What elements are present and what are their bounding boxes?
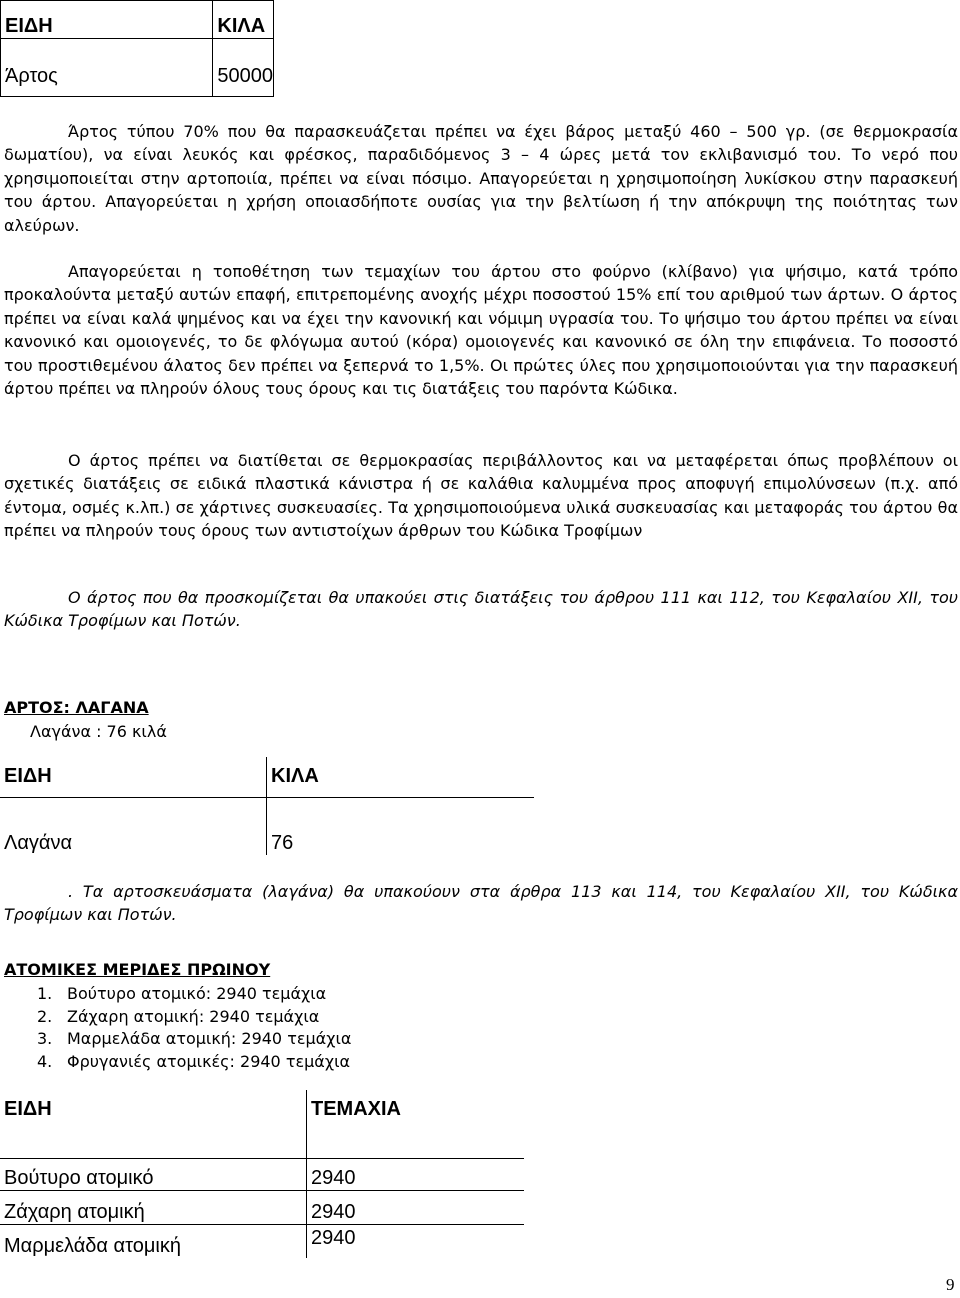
bread-quantity-table — [0, 0, 274, 97]
table-header-cell: ΚΙΛΑ — [267, 757, 535, 797]
breakfast-quantity-table — [0, 1090, 524, 1258]
table-header-cell: ΕΙΔΗ — [1, 1, 213, 39]
breakfast-items-list — [37, 983, 351, 1074]
table-cell: 2940 — [307, 1190, 525, 1224]
table-header-cell: ΤΕΜΑΧΙΑ — [307, 1090, 525, 1158]
bread-specification-paragraph: Άρτος τύπου 70% που θα παρασκευάζεται πρέπει να έχει βάρος μεταξύ 460 – 500 γρ. (σε θερμοκρασία δωματίου), να είναι λευκός και φρέσκος, παραδιδόμενος 3 – 4 ώρες μετά τον εκλιβανισμό του. Το νερό που χρησιμοποιείται στην αρτοποιία, πρέπει να είναι πόσιμο. Απαγορεύεται η χρησιμοποίηση λυκίσκου στην παρασκευή του άρτου. Απαγορεύεται η χρήση οποιασδήποτε ουσίας για την βελτίωση ή την απόκρυψη της ποιότητας των αλεύρων. — [4, 122, 958, 235]
list-item-number: 4. — [37, 1052, 53, 1072]
list-item — [37, 1051, 351, 1074]
lagana-quantity-table — [0, 757, 534, 855]
table-header-cell: ΚΙΛΑ — [213, 1, 274, 39]
table-cell: 2940 — [307, 1158, 525, 1190]
table-header-row — [1, 1, 274, 39]
page-number: 9 — [946, 1275, 955, 1294]
baking-rules-paragraph: Απαγορεύεται η τοποθέτηση των τεμαχίων του άρτου στο φούρνο (κλίβανο) για ψήσιμο, κατά τρόπο προκαλούντα μεταξύ αυτών επαφή, επιτρεπομένης ανοχής μέχρι ποσοστού 15% επί του αριθμού των άρτων. Ο άρτος πρέπει να είναι καλά ψημένος και να έχει την κανονική και νόμιμη υγρασία του. Το ψήσιμο του άρτου πρέπει να είναι κανονικό και ομοιογενές, το δε φλόγωμα αυτού (κόρα) ομοιογενές και κανονικό σε όλη την επιφάνεια. Το ποσοστό του προστιθεμένου άλατος δεν πρέπει να ξεπερνά το 1,5%. Οι πρώτες ύλες που χρησιμοποιούνται για την παρασκευή άρτου πρέπει να πληρούν όλους τους όρους και τις διατάξεις του παρόντα Κώδικα. — [4, 262, 958, 399]
list-item-number: 3. — [37, 1029, 53, 1049]
list-item-text: Φρυγανιές ατομικές: 2940 τεμάχια — [67, 1052, 351, 1072]
lagana-legal-note: . Τα αρτοσκευάσματα (λαγάνα) θα υπακούουν στα άρθρα 113 και 114, του Κεφαλαίου XII, του Κώδικα Τροφίμων και Ποτών. — [4, 882, 958, 925]
breakfast-heading: ΑΤΟΜΙΚΕΣ ΜΕΡΙΔΕΣ ΠΡΩΙΝΟΥ — [4, 960, 271, 979]
table-cell: 76 — [267, 797, 535, 855]
table-cell: Λαγάνα — [0, 797, 267, 855]
list-item-text: Βούτυρο ατομικό: 2940 τεμάχια — [67, 984, 327, 1003]
table-row — [0, 1190, 524, 1224]
table-row — [0, 797, 534, 855]
lagana-quantity-line: Λαγάνα : 76 κιλά — [30, 722, 167, 741]
table-row — [0, 1158, 524, 1190]
list-item — [37, 1028, 351, 1051]
transport-paragraph: Ο άρτος πρέπει να διατίθεται σε θερμοκρασίας περιβάλλοντος και να μεταφέρεται όπως προβλέπουν οι σχετικές διατάξεις σε ειδικά πλαστικά κάνιστρα ή σε καλάθια καλυμμένα προς αποφυγή επιμολύνσεων (π.χ. από έντομα, οσμές κ.λπ.) σε χάρτινες συσκευασίες. Τα χρησιμοποιούμενα υλικά συσκευασίας και μεταφοράς του άρτου θα πρέπει να πληρούν τους όρους των αντιστοίχων άρθρων του Κώδικα Τροφίμων — [4, 451, 958, 541]
table-row — [1, 39, 274, 97]
table-header-cell: ΕΙΔΗ — [0, 757, 267, 797]
table-header-row — [0, 1090, 524, 1158]
table-cell: Ζάχαρη ατομική — [0, 1190, 307, 1224]
table-cell: Άρτος — [1, 39, 213, 97]
table-cell: Μαρμελάδα ατομική — [0, 1224, 307, 1258]
list-item — [37, 1006, 351, 1029]
legal-reference-paragraph: Ο άρτος που θα προσκομίζεται θα υπακούει στις διατάξεις του άρθρου 111 και 112, του Κεφαλαίου XII, του Κώδικα Τροφίμων και Ποτών. — [4, 588, 958, 631]
table-cell: 2940 — [307, 1224, 525, 1258]
list-item — [37, 983, 351, 1006]
table-header-cell: ΕΙΔΗ — [0, 1090, 307, 1158]
table-header-row — [0, 757, 534, 797]
table-cell: 50000 — [213, 39, 274, 97]
lagana-heading: ΑΡΤΟΣ: ΛΑΓΑΝΑ — [4, 698, 149, 717]
table-cell: Βούτυρο ατομικό — [0, 1158, 307, 1190]
list-item-number: 1. — [37, 984, 53, 1003]
table-row — [0, 1224, 524, 1258]
list-item-text: Μαρμελάδα ατομική: 2940 τεμάχια — [67, 1029, 352, 1049]
list-item-text: Ζάχαρη ατομική: 2940 τεμάχια — [67, 1006, 320, 1026]
list-item-number: 2. — [37, 1006, 53, 1026]
